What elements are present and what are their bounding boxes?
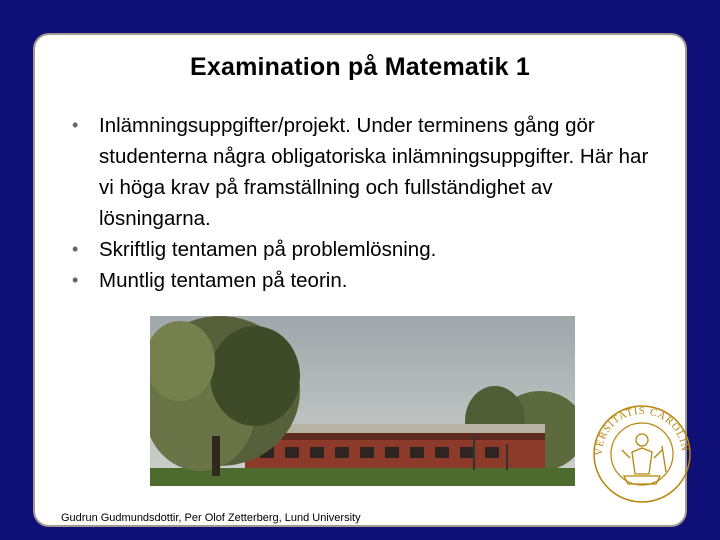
university-seal-logo (586, 392, 698, 504)
bullet-list (72, 110, 662, 296)
svg-text:SIGILLUM UNIVERSITATIS CAROLIN: VERSITATIS CAROLIN (593, 405, 691, 457)
slide-title: Examination på Matematik 1 (189, 53, 531, 81)
bullet-icon: • (72, 115, 79, 135)
bullet-icon: • (72, 239, 79, 259)
bullet-text: Muntlig tentamen på teorin. (99, 269, 348, 292)
bullet-text: Inlämningsuppgifter/projekt. Under terminens gång gör studenterna några obligatoriska inlämningsuppgifter. Här har vi höga krav på framställning och fullständighet av lösningarna. (99, 114, 649, 230)
campus-building-photo (150, 316, 575, 486)
campus-photo (150, 316, 575, 486)
university-seal-icon (586, 392, 698, 504)
bullet-item (72, 110, 662, 234)
bullet-item (72, 265, 662, 296)
footer-credit: Gudrun Gudmundsdottir, Per Olof Zetterberg, Lund University (61, 512, 361, 524)
bullet-text: Skriftlig tentamen på problemlösning. (99, 238, 437, 261)
bullet-icon: • (72, 270, 79, 290)
bullet-item (72, 234, 662, 265)
